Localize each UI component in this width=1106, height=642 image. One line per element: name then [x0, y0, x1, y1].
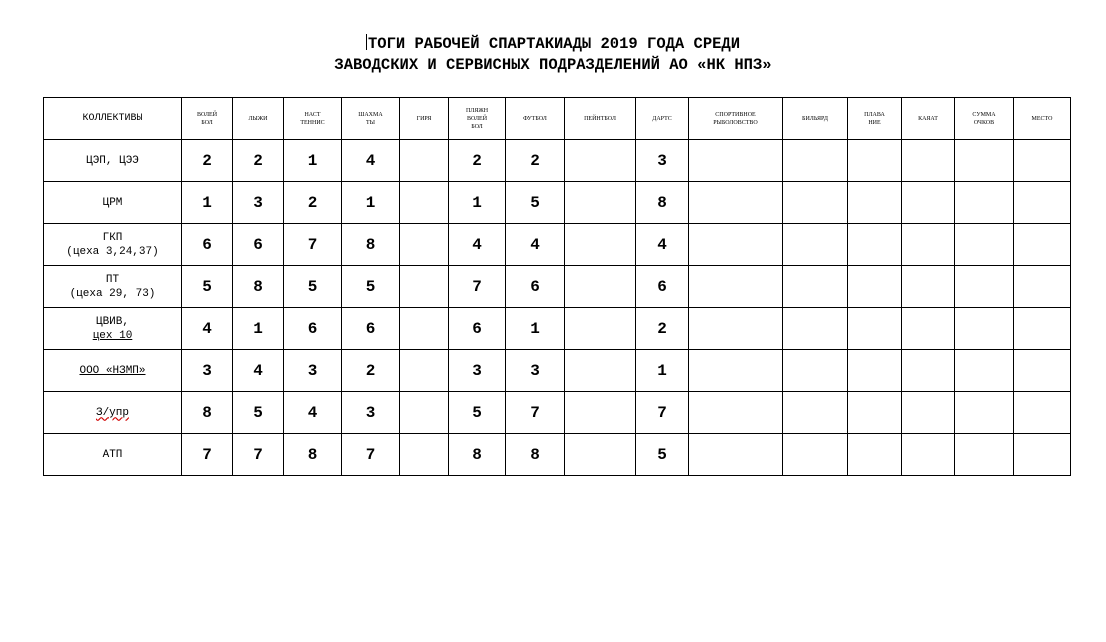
total-cell	[955, 392, 1014, 434]
team-cell	[44, 224, 182, 266]
team-subtitle: (цеха 29, 73)	[69, 287, 156, 300]
score-cell	[400, 350, 449, 392]
score-cell	[902, 140, 955, 182]
total-cell	[955, 434, 1014, 476]
score-cell	[848, 308, 902, 350]
score-cell: 3	[182, 350, 233, 392]
score-cell: 4	[449, 224, 506, 266]
score-cell	[689, 392, 783, 434]
total-cell	[955, 224, 1014, 266]
header-cell-table-tennis: НАСТ ТЕННИС	[284, 98, 342, 140]
score-cell: 3	[233, 182, 284, 224]
header-cell-beach-volleyball: ПЛЯЖН ВОЛЕЙ БОЛ	[449, 98, 506, 140]
score-cell: 4	[636, 224, 689, 266]
team-name: ЦРМ	[102, 196, 123, 209]
score-cell: 5	[284, 266, 342, 308]
score-cell: 8	[342, 224, 400, 266]
score-cell	[783, 224, 848, 266]
score-cell	[565, 140, 636, 182]
score-cell: 5	[449, 392, 506, 434]
score-cell: 4	[506, 224, 565, 266]
team-name: ПТ	[105, 273, 120, 286]
score-cell	[565, 266, 636, 308]
table-row	[44, 266, 1071, 308]
score-cell	[848, 350, 902, 392]
score-cell	[848, 266, 902, 308]
score-cell	[400, 392, 449, 434]
total-cell	[955, 182, 1014, 224]
score-cell	[902, 182, 955, 224]
header-cell-total-points: СУММА ОЧКОВ	[955, 98, 1014, 140]
score-cell: 6	[506, 266, 565, 308]
team-name: АТП	[102, 448, 123, 461]
place-cell	[1014, 224, 1071, 266]
score-cell	[689, 434, 783, 476]
total-cell	[955, 350, 1014, 392]
team-subtitle: (цеха 3,24,37)	[66, 245, 159, 258]
score-cell: 7	[284, 224, 342, 266]
score-cell: 5	[342, 266, 400, 308]
score-cell: 6	[284, 308, 342, 350]
score-cell: 2	[506, 140, 565, 182]
score-cell	[783, 140, 848, 182]
score-cell: 6	[342, 308, 400, 350]
text-cursor	[366, 34, 367, 50]
header-cell-volleyball: ВОЛЕЙ БОЛ	[182, 98, 233, 140]
score-cell: 3	[636, 140, 689, 182]
team-cell	[44, 392, 182, 434]
score-cell: 3	[506, 350, 565, 392]
team-cell	[44, 266, 182, 308]
score-cell: 8	[636, 182, 689, 224]
score-cell: 1	[449, 182, 506, 224]
header-cell-football: ФУТБОЛ	[506, 98, 565, 140]
score-cell: 2	[342, 350, 400, 392]
score-cell	[565, 308, 636, 350]
score-cell: 2	[182, 140, 233, 182]
score-cell	[689, 224, 783, 266]
team-name: З/упр	[95, 406, 129, 419]
score-cell	[848, 140, 902, 182]
score-cell: 6	[233, 224, 284, 266]
score-cell: 8	[506, 434, 565, 476]
score-cell: 1	[342, 182, 400, 224]
header-cell-swimming: ПЛАВА НИЕ	[848, 98, 902, 140]
score-cell: 5	[233, 392, 284, 434]
score-cell: 2	[233, 140, 284, 182]
score-cell: 2	[636, 308, 689, 350]
score-cell: 1	[284, 140, 342, 182]
score-cell	[848, 224, 902, 266]
place-cell	[1014, 182, 1071, 224]
score-cell: 7	[342, 434, 400, 476]
team-cell	[44, 308, 182, 350]
score-cell: 4	[284, 392, 342, 434]
total-cell	[955, 140, 1014, 182]
score-cell: 1	[233, 308, 284, 350]
score-cell	[902, 392, 955, 434]
results-table	[43, 97, 1071, 476]
score-cell: 8	[284, 434, 342, 476]
team-cell	[44, 434, 182, 476]
score-cell	[400, 140, 449, 182]
place-cell	[1014, 392, 1071, 434]
score-cell: 1	[636, 350, 689, 392]
title-line-1	[0, 34, 1106, 55]
score-cell: 3	[449, 350, 506, 392]
score-cell: 5	[636, 434, 689, 476]
score-cell: 1	[506, 308, 565, 350]
header-cell-kettlebell: ГИРЯ	[400, 98, 449, 140]
score-cell	[783, 350, 848, 392]
table-row	[44, 434, 1071, 476]
score-cell	[783, 434, 848, 476]
score-cell	[902, 434, 955, 476]
score-cell	[783, 266, 848, 308]
place-cell	[1014, 308, 1071, 350]
score-cell	[400, 308, 449, 350]
document-title	[0, 34, 1106, 76]
place-cell	[1014, 350, 1071, 392]
table-row	[44, 224, 1071, 266]
header-cell-chess: ШАХМА ТЫ	[342, 98, 400, 140]
score-cell	[902, 224, 955, 266]
header-cell-teams: КОЛЛЕКТИВЫ	[44, 98, 182, 140]
place-cell	[1014, 266, 1071, 308]
header-cell-billiards: БИЛЬЯРД	[783, 98, 848, 140]
score-cell	[783, 182, 848, 224]
score-cell: 2	[284, 182, 342, 224]
score-cell	[565, 224, 636, 266]
team-subtitle: цех 10	[92, 329, 133, 342]
header-cell-paintball: ПЕЙНТБОЛ	[565, 98, 636, 140]
team-name: ООО «НЗМП»	[79, 364, 146, 377]
score-cell	[400, 224, 449, 266]
score-cell	[902, 266, 955, 308]
score-cell: 6	[449, 308, 506, 350]
place-cell	[1014, 434, 1071, 476]
score-cell	[565, 392, 636, 434]
header-cell-kayak: КАЯАТ	[902, 98, 955, 140]
score-cell: 8	[233, 266, 284, 308]
score-cell	[689, 140, 783, 182]
score-cell: 3	[342, 392, 400, 434]
score-cell: 4	[342, 140, 400, 182]
score-cell: 1	[182, 182, 233, 224]
score-cell	[565, 182, 636, 224]
score-cell: 3	[284, 350, 342, 392]
score-cell	[565, 434, 636, 476]
score-cell: 7	[449, 266, 506, 308]
score-cell	[848, 434, 902, 476]
table-row	[44, 140, 1071, 182]
score-cell: 7	[233, 434, 284, 476]
total-cell	[955, 266, 1014, 308]
score-cell: 8	[182, 392, 233, 434]
score-cell	[400, 434, 449, 476]
score-cell	[400, 266, 449, 308]
team-name: ЦЭП, ЦЭЭ	[86, 154, 139, 167]
header-cell-fishing: СПОРТИВНОЕ РЫБОЛОВСТВО	[689, 98, 783, 140]
score-cell	[689, 350, 783, 392]
score-cell: 6	[636, 266, 689, 308]
score-cell	[689, 308, 783, 350]
total-cell	[955, 308, 1014, 350]
score-cell	[565, 350, 636, 392]
place-cell	[1014, 140, 1071, 182]
header-cell-darts: ДАРТС	[636, 98, 689, 140]
score-cell	[689, 182, 783, 224]
score-cell: 2	[449, 140, 506, 182]
score-cell	[689, 266, 783, 308]
score-cell: 7	[636, 392, 689, 434]
team-name: ЦВИВ,	[95, 315, 129, 328]
score-cell: 7	[182, 434, 233, 476]
score-cell	[783, 392, 848, 434]
score-cell	[902, 350, 955, 392]
team-name: ГКП	[102, 231, 123, 244]
team-cell	[44, 182, 182, 224]
score-cell: 5	[182, 266, 233, 308]
title-line-1-text: ТОГИ РАБОЧЕЙ СПАРТАКИАДЫ 2019 ГОДА СРЕДИ	[367, 35, 741, 53]
score-cell	[902, 308, 955, 350]
table-row	[44, 182, 1071, 224]
table-row	[44, 350, 1071, 392]
score-cell	[848, 182, 902, 224]
team-cell	[44, 350, 182, 392]
header-row	[44, 98, 1071, 140]
score-cell	[400, 182, 449, 224]
header-cell-skiing: ЛЫЖИ	[233, 98, 284, 140]
score-cell	[848, 392, 902, 434]
score-cell: 8	[449, 434, 506, 476]
score-cell: 6	[182, 224, 233, 266]
title-line-2: ЗАВОДСКИХ И СЕРВИСНЫХ ПОДРАЗДЕЛЕНИЙ АО «НК НПЗ»	[334, 56, 772, 74]
team-cell	[44, 140, 182, 182]
table-row	[44, 392, 1071, 434]
table-row	[44, 308, 1071, 350]
score-cell: 4	[182, 308, 233, 350]
score-cell: 4	[233, 350, 284, 392]
score-cell: 5	[506, 182, 565, 224]
score-cell	[783, 308, 848, 350]
header-cell-place: МЕСТО	[1014, 98, 1071, 140]
score-cell: 7	[506, 392, 565, 434]
